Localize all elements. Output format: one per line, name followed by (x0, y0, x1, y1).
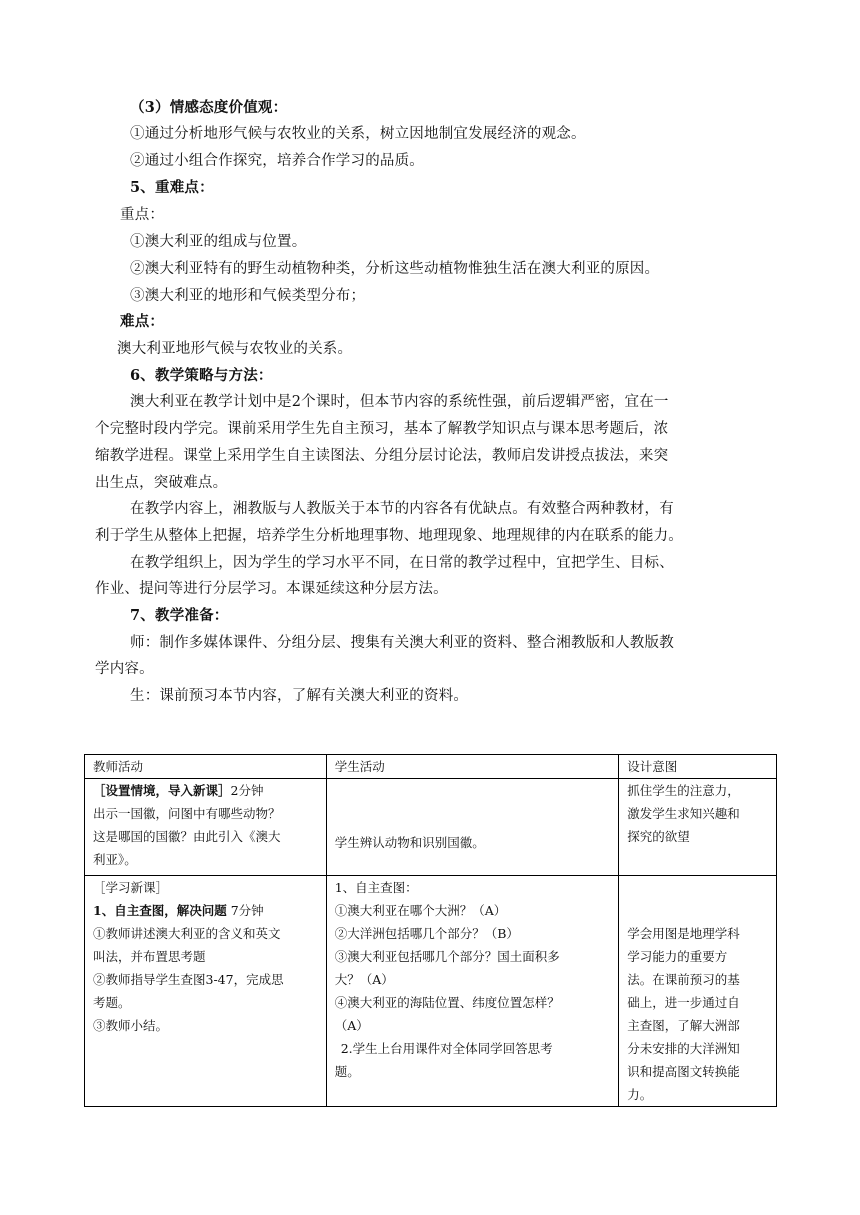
phase-title: ［设置情境，导入新课］ (93, 783, 231, 798)
design-intent-cell (619, 779, 777, 876)
label-difficult-points: 难点： (120, 313, 165, 330)
paragraph-line: 生：课前预习本节内容，了解有关澳大利亚的资料。 (130, 688, 469, 704)
phase-duration: 7分钟 (230, 903, 264, 918)
cell-line: 2.学生上台用课件对全体同学回答思考 (340, 1041, 553, 1056)
paragraph-line: 学内容。 (95, 661, 154, 677)
cell-line: 学生辨认动物和识别国徽。 (334, 834, 485, 850)
student-activity-cell (326, 779, 619, 876)
paragraph-line: 澳大利亚在教学计划中是2个课时，但本节内容的系统性强，前后逻辑严密，宜在一 (130, 394, 669, 410)
cell-line: 法。在课前预习的基 (627, 972, 740, 987)
phase-duration: 2分钟 (230, 783, 264, 798)
paragraph-line: 师：制作多媒体课件、分组分层、搜集有关澳大利亚的资料、整合湘教版和人教版教 (130, 635, 674, 651)
paragraph-line: 在教学组织上，因为学生的学习水平不同，在日常的教学过程中，宜把学生、目标、 (130, 555, 674, 571)
cell-line: 利亚》。 (93, 852, 137, 867)
paragraph-line: 作业、提问等进行分层学习。本课延续这种分层方法。 (95, 581, 448, 597)
teacher-activity-cell (85, 779, 327, 876)
header-design-intent: 设计意图 (619, 755, 777, 779)
cell-line: 激发学生求知兴趣和 (627, 806, 740, 821)
cell-line (93, 899, 318, 922)
cell-line: 探究的欲望 (627, 829, 690, 844)
cell-line: 础上，进一步通过自 (627, 995, 740, 1010)
table-row (85, 779, 777, 876)
paragraph-line: 在教学内容上，湘教版与人教版关于本节的内容各有优缺点。有效整合两种教材，有 (130, 501, 674, 517)
paragraph-line: ①澳大利亚的组成与位置。 (130, 234, 307, 250)
cell-line: 叫法，并布置思考题 (93, 949, 206, 964)
paragraph-line: 澳大利亚地形气候与农牧业的关系。 (117, 341, 353, 357)
paragraph-line: ①通过分析地形气候与农牧业的关系，树立因地制宜发展经济的观念。 (130, 126, 586, 142)
design-intent-cell (619, 876, 777, 1107)
paragraph-line: ②澳大利亚特有的野生动植物种类，分析这些动植物惟独生活在澳大利亚的原因。 (130, 261, 660, 277)
teacher-activity-cell (85, 876, 327, 1107)
cell-line: 主查图，了解大洲部 (627, 1018, 740, 1033)
section-heading-key-points: 5、重难点： (130, 179, 214, 196)
paragraph-line: ②通过小组合作探究，培养合作学习的品质。 (130, 153, 424, 169)
paragraph-line: 出生点，突破难点。 (95, 475, 228, 491)
cell-line: 学习能力的重要方 (627, 949, 728, 964)
table-header-row (85, 755, 777, 779)
cell-line: ④澳大利亚的海陆位置、纬度位置怎样？ (334, 995, 560, 1010)
paragraph-line: 个完整时段内学完。课前采用学生先自主预习，基本了解教学知识点与课本思考题后，浓 (95, 421, 669, 437)
paragraph-line: 利于学生从整体上把握，培养学生分析地理事物、地理现象、地理规律的内在联系的能力。 (95, 528, 683, 544)
cell-line: 学会用图是地理学科 (627, 926, 740, 941)
cell-line: 抓住学生的注意力， (627, 783, 740, 798)
table-row (85, 876, 777, 1107)
section-heading-attitude: （3）情感态度价值观： (130, 99, 288, 116)
cell-line: ①澳大利亚在哪个大洲？（A） (334, 903, 507, 918)
header-teacher-activity: 教师活动 (85, 755, 327, 779)
cell-line: 这是哪国的国徽？由此引入《澳大 (93, 829, 281, 844)
cell-line: 力。 (627, 1087, 653, 1102)
cell-line: 出示一国徽，问图中有哪些动物？ (93, 806, 281, 821)
cell-line: ③澳大利亚包括哪几个部分？国土面积多 (334, 949, 560, 964)
paragraph-line: 缩教学进程。课堂上采用学生自主读图法、分组分层讨论法，教师启发讲授点拔法，来突 (95, 448, 669, 464)
cell-line: 大？（A） (334, 972, 394, 987)
student-activity-cell (326, 876, 619, 1107)
section-heading-preparation: 7、教学准备： (130, 607, 229, 624)
cell-line: ③教师小结。 (93, 1018, 169, 1033)
section-heading-strategy: 6、教学策略与方法： (130, 367, 273, 384)
cell-line: （A） (334, 1018, 369, 1033)
cell-line: 题。 (334, 1064, 360, 1079)
lesson-plan-table (84, 754, 777, 1107)
cell-line: ②大洋洲包括哪几个部分？（B） (334, 926, 519, 941)
cell-line: ①教师讲述澳大利亚的含义和英文 (93, 926, 281, 941)
cell-line: ［学习新课］ (93, 880, 169, 895)
cell-line: 考题。 (93, 995, 131, 1010)
label-key-points: 重点： (120, 207, 165, 223)
cell-line: ②教师指导学生查图3-47，完成思 (93, 972, 284, 987)
cell-line (93, 779, 318, 802)
cell-line: 1、自主查图： (334, 880, 418, 895)
header-student-activity: 学生活动 (326, 755, 619, 779)
cell-line: 识和提高图文转换能 (627, 1064, 740, 1079)
paragraph-line: ③澳大利亚的地形和气候类型分布； (130, 288, 366, 304)
phase-title: 1、自主查图，解决问题 (93, 903, 227, 918)
cell-line: 分未安排的大洋洲知 (627, 1041, 740, 1056)
